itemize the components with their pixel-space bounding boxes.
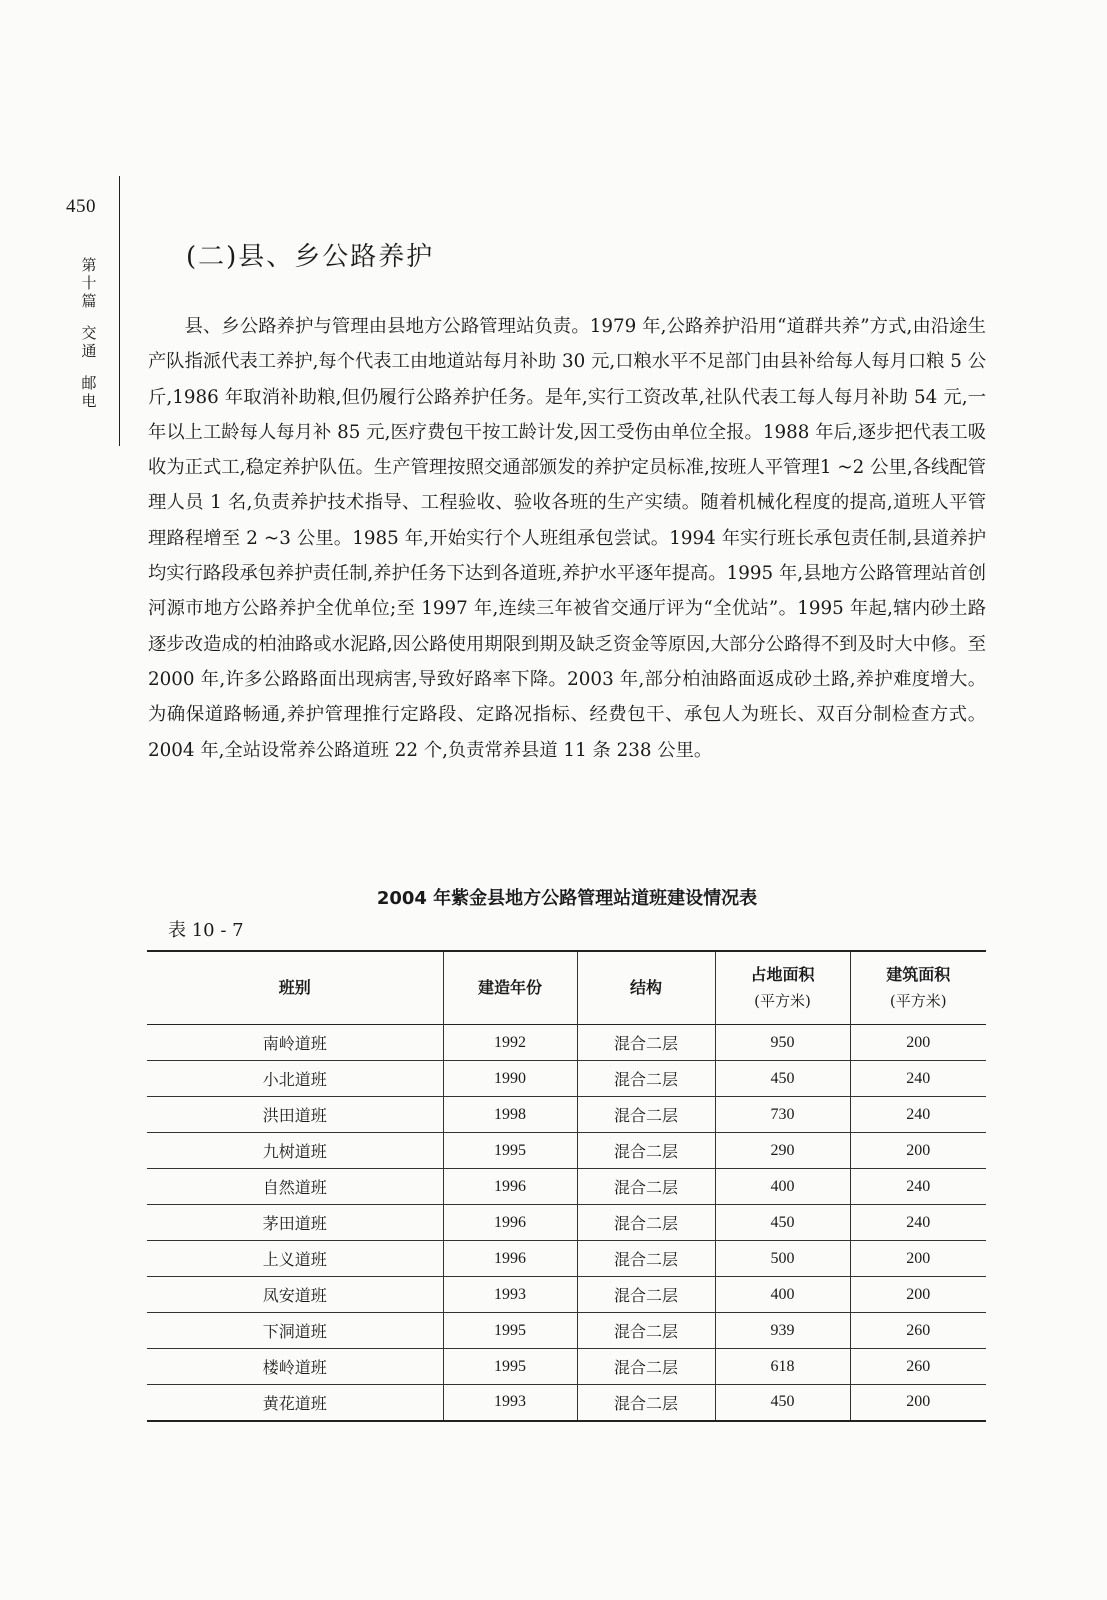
cell-land-area: 400 <box>715 1277 850 1313</box>
cell-year: 1996 <box>443 1205 577 1241</box>
cell-name: 南岭道班 <box>262 1036 327 1053</box>
cell-name: 自然道班 <box>262 1180 327 1197</box>
cell-name: 上义道班 <box>262 1252 327 1269</box>
side-label-char: 第 <box>81 256 97 274</box>
cell-year: 1993 <box>443 1277 577 1313</box>
cell-building-area: 200 <box>850 1277 986 1313</box>
cell-building-area: 200 <box>850 1133 986 1169</box>
cell-land-area: 450 <box>715 1061 850 1097</box>
body-paragraph: 县、乡公路养护与管理由县地方公路管理站负责。1979 年,公路养护沿用“道群共养”方式,由沿途生产队指派代表工养护,每个代表工由地道站每月补助 30 元,口粮水平不足部门由县补给每人每月口粮 5 公斤,1986 年取消补助粮,但仍履行公路养护任务。是年,实行工资改革,社队代表工每人每月补助 54 元,一年以上工龄每人每月补 85 元,医疗费包干按工龄计发,因工受伤由单位全报。1988 年后,逐步把代表工吸收为正式工,稳定养护队伍。生产管理按照交通部颁发的养护定员标准,按班人平管理1 ~2 公里,各线配管理人员 1 名,负责养护技术指导、工程验收、验收各班的生产实绩。随着机械化程度的提高,道班人平管理路程增至 2 ~3 公里。1985 年,开始实行个人班组承包尝试。1994 年实行班长承包责任制,县道养护均实行路段承包养护责任制,养护任务下达到各道班,养护水平逐年提高。1995 年,县地方公路管理站首创河源市地方公路养护全优单位;至 1997 年,连续三年被省交通厅评为“全优站”。1995 年起,辖内砂土路逐步改造成的柏油路或水泥路,因公路使用期限到期及缺乏资金等原因,大部分公路得不到及时大中修。至 2000 年,许多公路路面出现病害,导致好路率下降。2003 年,部分柏油路面返成砂土路,养护难度增大。为确保道路畅通,养护管理推行定路段、定路况指标、经费包干、承包人为班长、双百分制检查方式。2004 年,全站设常养公路道班 22 个,负责常养县道 11 条 238 公里。 <box>148 316 986 761</box>
table-number: 表 10 - 7 <box>168 920 244 941</box>
cell-land-area: 730 <box>715 1097 850 1133</box>
cell-building-area: 260 <box>850 1349 986 1385</box>
cell-year: 1990 <box>443 1061 577 1097</box>
header-building-area: 建筑面积 (平方米) <box>850 951 986 1025</box>
side-label-char: 十 <box>81 274 97 292</box>
cell-building-area: 240 <box>850 1061 986 1097</box>
table-row <box>147 1025 986 1061</box>
cell-year: 1996 <box>443 1169 577 1205</box>
table-row <box>147 1277 986 1313</box>
table-row <box>147 1097 986 1133</box>
cell-land-area: 450 <box>715 1385 850 1421</box>
cell-name: 小北道班 <box>262 1072 327 1089</box>
cell-land-area: 400 <box>715 1169 850 1205</box>
cell-structure: 混合二层 <box>577 1133 715 1169</box>
cell-name: 楼岭道班 <box>262 1360 327 1377</box>
cell-structure: 混合二层 <box>577 1385 715 1421</box>
cell-year: 1996 <box>443 1241 577 1277</box>
cell-land-area: 290 <box>715 1133 850 1169</box>
road-station-table <box>147 950 986 1422</box>
cell-structure: 混合二层 <box>577 1097 715 1133</box>
cell-building-area: 240 <box>850 1169 986 1205</box>
cell-year: 1992 <box>443 1025 577 1061</box>
table-row <box>147 1241 986 1277</box>
table-title: 2004 年紫金县地方公路管理站道班建设情况表 <box>376 888 758 909</box>
table-header-row <box>147 951 986 1025</box>
header-land-area-unit: (平方米) <box>754 992 811 1010</box>
table-row <box>147 1169 986 1205</box>
cell-structure: 混合二层 <box>577 1277 715 1313</box>
side-label-char: 交 <box>81 324 97 342</box>
header-land-area: 占地面积 (平方米) <box>715 951 850 1025</box>
cell-name: 下洞道班 <box>262 1324 327 1341</box>
cell-year: 1995 <box>443 1133 577 1169</box>
section-heading: (二)县、乡公路养护 <box>186 242 435 272</box>
cell-year: 1995 <box>443 1349 577 1385</box>
margin-divider <box>119 176 120 446</box>
cell-building-area: 260 <box>850 1313 986 1349</box>
cell-structure: 混合二层 <box>577 1169 715 1205</box>
cell-year: 1995 <box>443 1313 577 1349</box>
side-label-char: 电 <box>81 392 97 410</box>
cell-year: 1998 <box>443 1097 577 1133</box>
cell-building-area: 200 <box>850 1385 986 1421</box>
side-label-char: 邮 <box>81 374 97 392</box>
cell-year: 1993 <box>443 1385 577 1421</box>
table-row <box>147 1061 986 1097</box>
cell-structure: 混合二层 <box>577 1205 715 1241</box>
cell-land-area: 500 <box>715 1241 850 1277</box>
cell-name: 茅田道班 <box>262 1216 327 1233</box>
cell-land-area: 618 <box>715 1349 850 1385</box>
header-name: 班别 <box>278 978 311 997</box>
cell-building-area: 200 <box>850 1025 986 1061</box>
cell-name: 洪田道班 <box>262 1108 327 1125</box>
table-row <box>147 1385 986 1421</box>
cell-land-area: 450 <box>715 1205 850 1241</box>
table-row <box>147 1205 986 1241</box>
cell-land-area: 939 <box>715 1313 850 1349</box>
cell-structure: 混合二层 <box>577 1349 715 1385</box>
table-row <box>147 1349 986 1385</box>
cell-structure: 混合二层 <box>577 1241 715 1277</box>
cell-structure: 混合二层 <box>577 1025 715 1061</box>
chapter-side-label <box>78 256 100 410</box>
cell-building-area: 240 <box>850 1097 986 1133</box>
table-row <box>147 1133 986 1169</box>
cell-structure: 混合二层 <box>577 1061 715 1097</box>
cell-building-area: 200 <box>850 1241 986 1277</box>
cell-land-area: 950 <box>715 1025 850 1061</box>
cell-name: 九树道班 <box>262 1144 327 1161</box>
side-label-char: 篇 <box>81 292 97 310</box>
header-year: 建造年份 <box>443 951 577 1025</box>
side-label-char: 通 <box>81 342 97 360</box>
page-number: 450 <box>66 196 96 217</box>
cell-name: 黄花道班 <box>262 1395 327 1413</box>
cell-structure: 混合二层 <box>577 1313 715 1349</box>
header-structure: 结构 <box>577 951 715 1025</box>
cell-name: 凤安道班 <box>262 1288 327 1305</box>
cell-building-area: 240 <box>850 1205 986 1241</box>
table-row <box>147 1313 986 1349</box>
header-building-area-unit: (平方米) <box>889 992 947 1010</box>
